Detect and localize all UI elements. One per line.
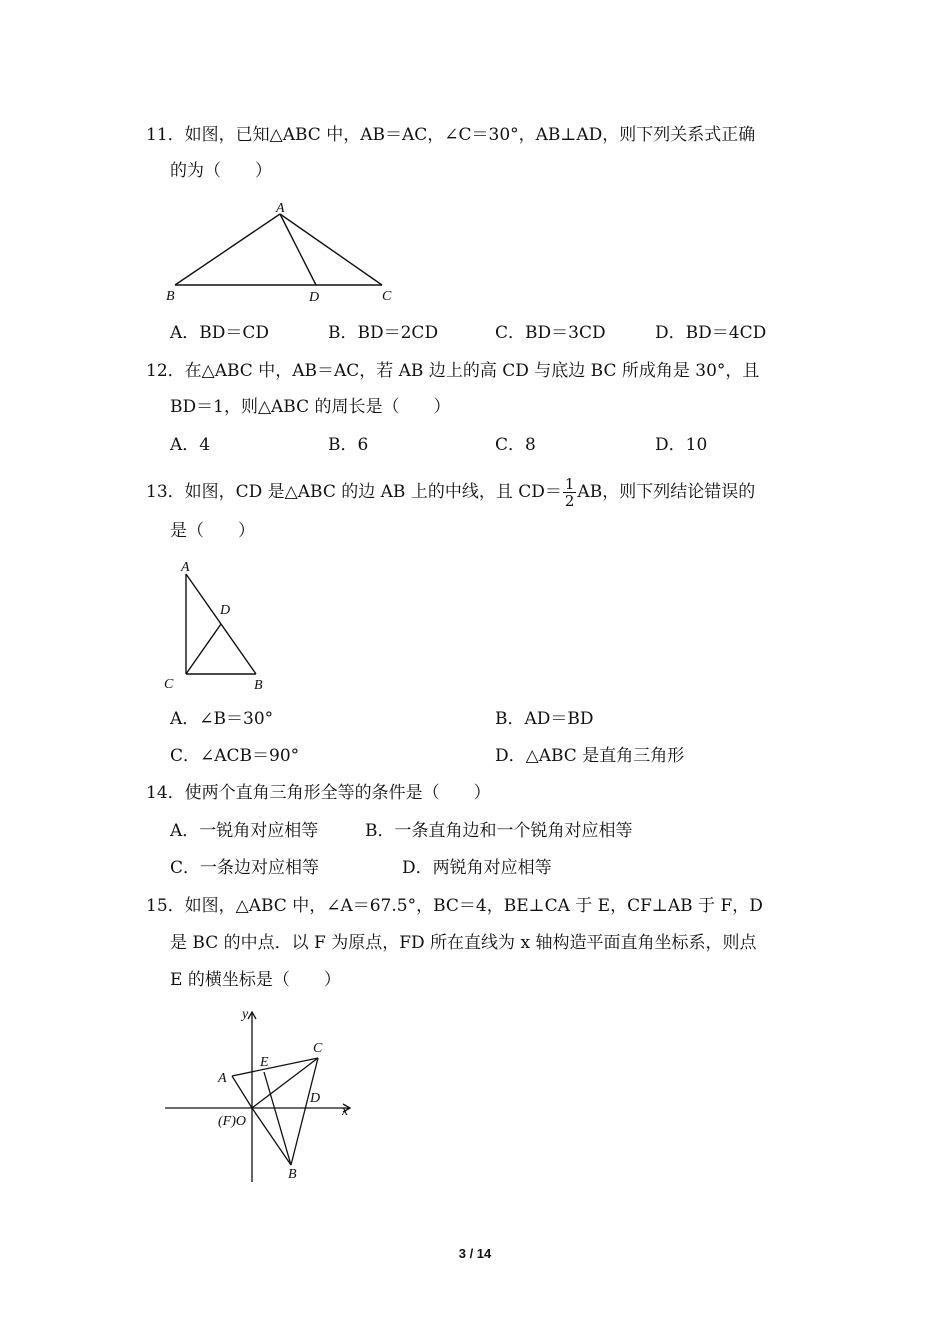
q14-text-line1: 14．使两个直角三角形全等的条件是（ ） [146, 783, 491, 803]
q14-option-a[interactable]: A．一锐角对应相等 [170, 821, 319, 841]
q15-text-line1: 15．如图，△ABC 中，∠A＝67.5°，BC＝4，BE⊥CA 于 E，CF⊥AB 于 F，D [146, 896, 763, 916]
q15-text-line2: 是 BC 的中点．以 F 为原点，FD 所在直线为 x 轴构造平面直角坐标系，则点 [170, 933, 757, 953]
q12-option-d[interactable]: D．10 [655, 435, 708, 455]
q11-label-d: D [309, 290, 320, 305]
q12-option-b[interactable]: B．6 [328, 435, 369, 455]
q11-label-c: C [382, 289, 392, 304]
q15-label-x: x [342, 1104, 349, 1119]
q11-text-line2: 的为（ ） [170, 161, 272, 181]
q13-text-line2: 是（ ） [170, 521, 255, 541]
fraction-numerator: 1 [564, 475, 575, 493]
q13-label-a: A [181, 560, 190, 575]
q15-label-d: D [310, 1091, 321, 1106]
q15-label-origin: (F)O [218, 1114, 246, 1129]
q15-figure [160, 1004, 370, 1189]
q15-label-b: B [288, 1167, 297, 1182]
q13-option-b[interactable]: B．AD＝BD [495, 709, 594, 729]
q11-text-line1: 11．如图，已知△ABC 中，AB＝AC，∠C＝30°，AB⊥AD，则下列关系式正确 [146, 125, 756, 145]
q11-figure [160, 198, 400, 308]
q13-option-c[interactable]: C．∠ACB＝90° [170, 746, 300, 766]
q12-text-line2: BD＝1，则△ABC 的周长是（ ） [170, 397, 451, 417]
q13-text-line1 [146, 476, 755, 509]
q12-option-a[interactable]: A．4 [170, 435, 211, 455]
q12-text-line1: 12．在△ABC 中，AB＝AC，若 AB 边上的高 CD 与底边 BC 所成角是 30°，且 [146, 361, 760, 381]
q13-text-pre: 13．如图，CD 是△ABC 的边 AB 上的中线，且 CD＝ [146, 482, 562, 502]
q15-label-y: y [242, 1007, 249, 1022]
q14-option-b[interactable]: B．一条直角边和一个锐角对应相等 [365, 821, 633, 841]
q13-figure [160, 556, 280, 696]
q12-option-c[interactable]: C．8 [495, 435, 536, 455]
q13-label-d: D [220, 603, 231, 618]
page-number: 3 / 14 [458, 1246, 492, 1261]
q15-text-line3: E 的横坐标是（ ） [170, 970, 341, 990]
q13-option-d[interactable]: D．△ABC 是直角三角形 [495, 746, 685, 766]
q11-option-b[interactable]: B．BD＝2CD [328, 323, 439, 343]
fraction-denominator: 2 [564, 492, 575, 510]
q13-option-a[interactable]: A．∠B＝30° [170, 709, 274, 729]
q11-label-b: B [166, 289, 175, 304]
q11-option-a[interactable]: A．BD＝CD [170, 323, 270, 343]
one-half-fraction [563, 476, 577, 509]
q14-option-d[interactable]: D．两锐角对应相等 [402, 858, 552, 878]
q13-text-post: AB，则下列结论错误的 [577, 482, 756, 502]
q11-option-d[interactable]: D．BD＝4CD [655, 323, 767, 343]
q15-label-e: E [260, 1055, 269, 1070]
q15-label-c: C [313, 1041, 323, 1056]
q11-label-a: A [276, 201, 285, 216]
q14-option-c[interactable]: C．一条边对应相等 [170, 858, 320, 878]
q13-label-b: B [254, 678, 263, 693]
q11-option-c[interactable]: C．BD＝3CD [495, 323, 606, 343]
q15-label-a: A [218, 1071, 227, 1086]
q13-label-c: C [164, 677, 174, 692]
